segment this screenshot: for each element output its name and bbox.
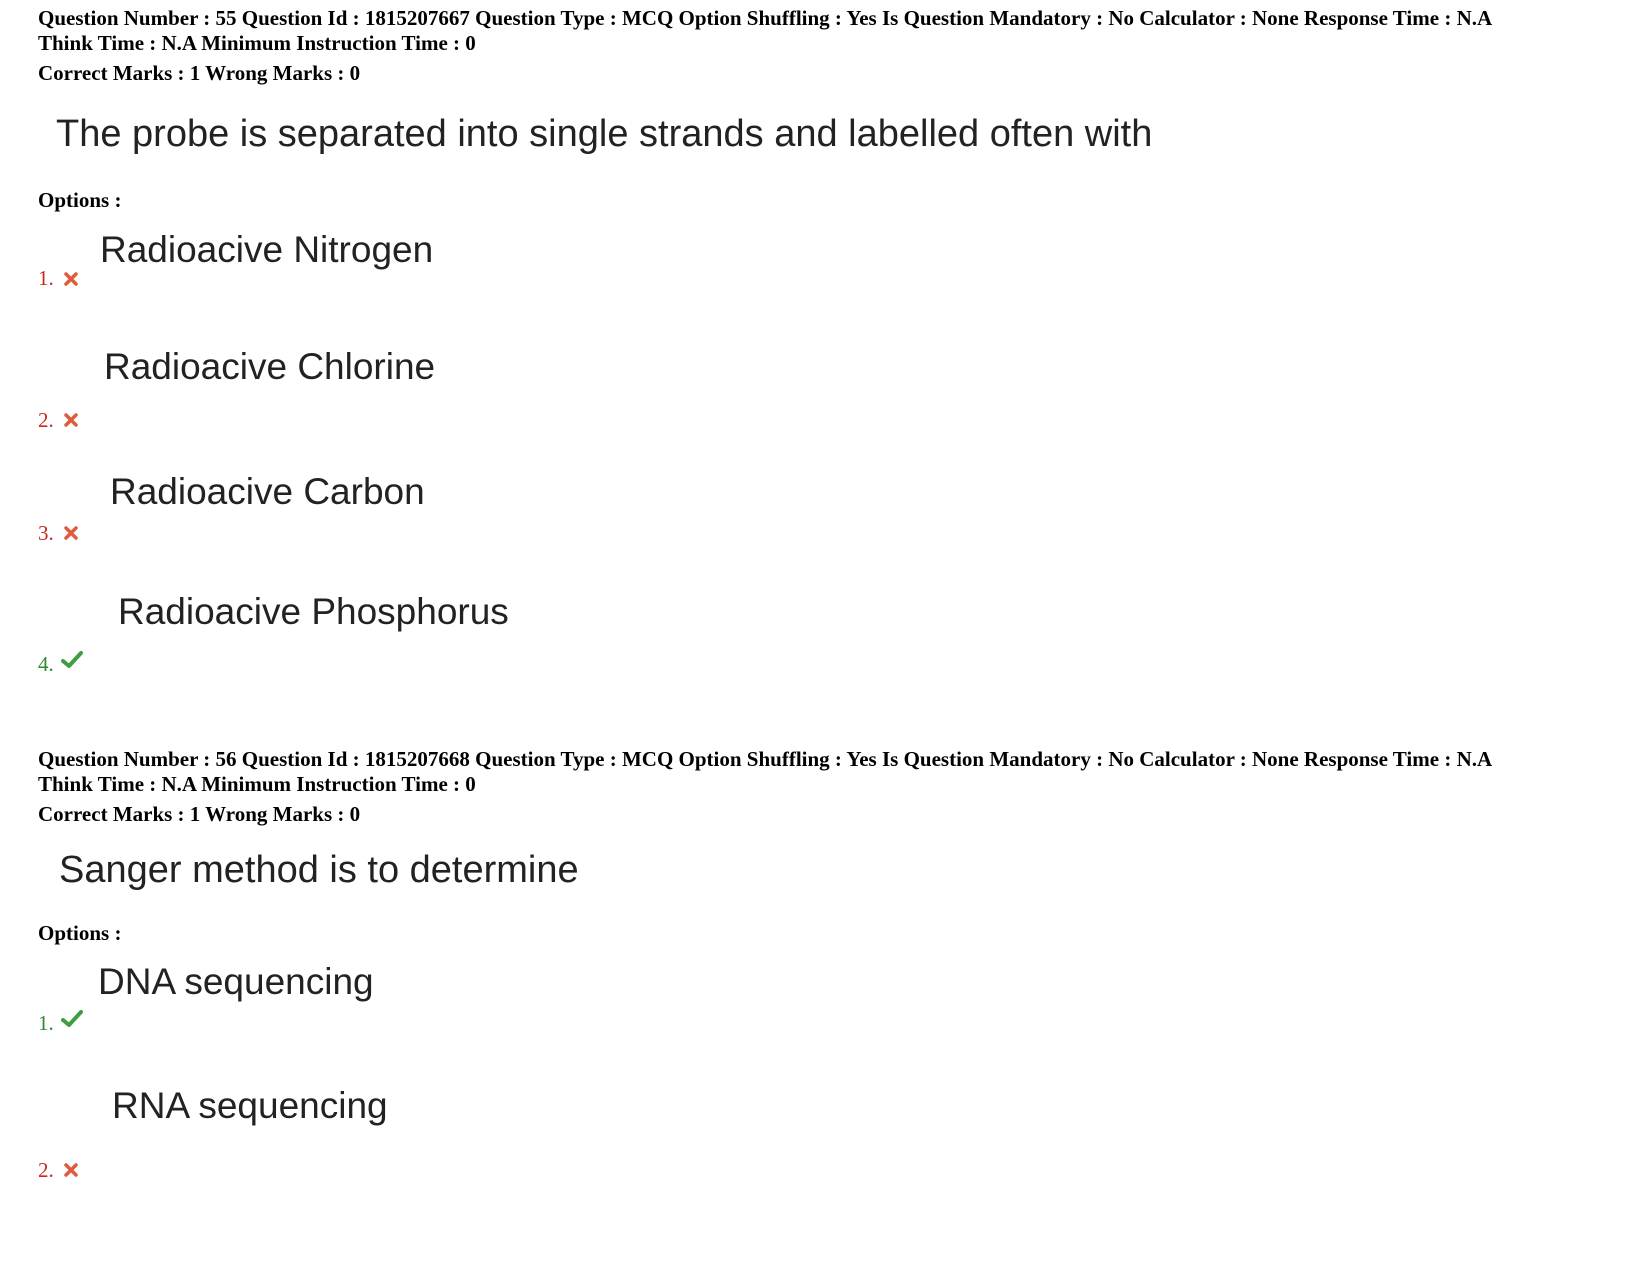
option-text: Radioacive Chlorine	[104, 346, 436, 387]
option-number: 1.	[38, 266, 54, 290]
cross-icon	[64, 1163, 78, 1182]
option-number: 3.	[38, 521, 54, 545]
cross-icon	[64, 526, 78, 545]
check-icon	[60, 1009, 84, 1034]
option-number: 4.	[38, 652, 54, 676]
cross-icon	[64, 272, 78, 291]
question-meta-line2: Think Time : N.A Minimum Instruction Time : 0	[38, 772, 476, 796]
cross-icon	[64, 413, 78, 432]
option-number: 2.	[38, 1158, 54, 1182]
question-meta-line1: Question Number : 56 Question Id : 1815207668 Question Type : MCQ Option Shuffling : Yes Is Question Mandatory : No Calculator : None Response Time : N.A	[38, 747, 1493, 771]
question-meta-line1: Question Number : 55 Question Id : 1815207667 Question Type : MCQ Option Shuffling : Yes Is Question Mandatory : No Calculator : None Response Time : N.A	[38, 6, 1493, 30]
option-text: DNA sequencing	[98, 961, 374, 1002]
option-text: Radioacive Carbon	[110, 471, 425, 512]
option-text: RNA sequencing	[112, 1085, 388, 1126]
question-marks: Correct Marks : 1 Wrong Marks : 0	[38, 61, 361, 85]
question-marks: Correct Marks : 1 Wrong Marks : 0	[38, 802, 361, 826]
option-text: Radioacive Phosphorus	[118, 591, 509, 632]
check-icon	[60, 650, 84, 675]
question-text: The probe is separated into single strands and labelled often with	[56, 113, 1153, 155]
option-number: 2.	[38, 408, 54, 432]
question-meta-line2: Think Time : N.A Minimum Instruction Time : 0	[38, 31, 476, 55]
question-text: Sanger method is to determine	[59, 849, 579, 891]
option-number: 1.	[38, 1011, 54, 1035]
option-text: Radioacive Nitrogen	[100, 229, 434, 270]
options-label: Options :	[38, 188, 122, 212]
options-label: Options :	[38, 921, 122, 945]
